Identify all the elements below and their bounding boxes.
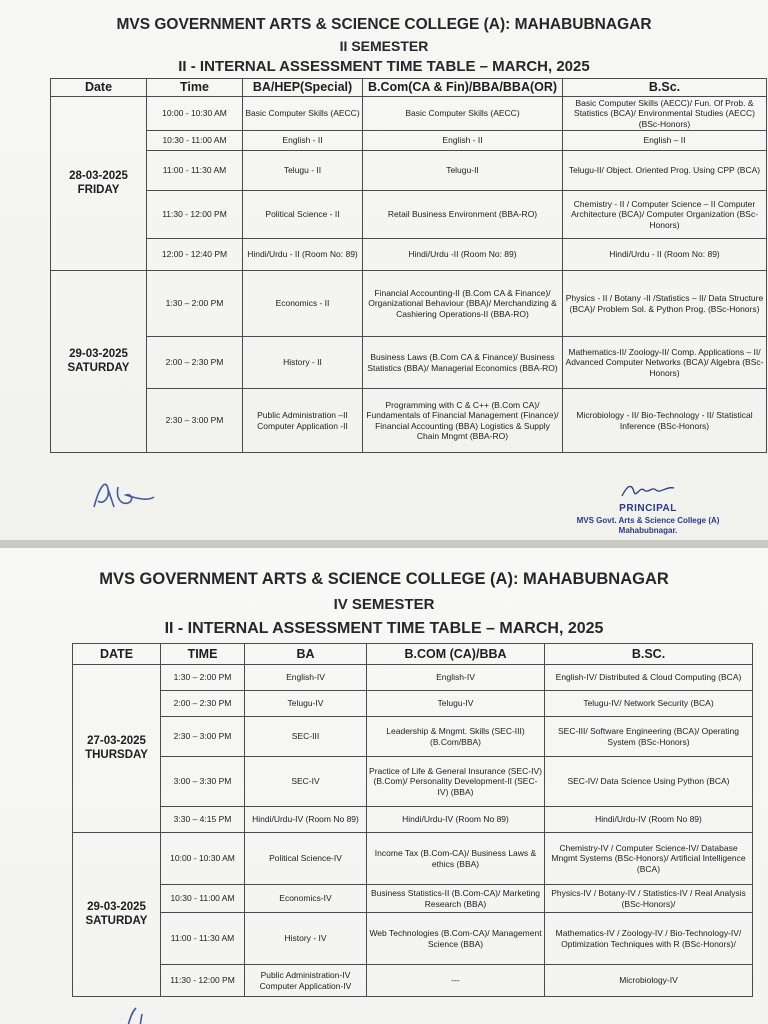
- ba-cell: English-IV: [245, 665, 367, 691]
- bcom-cell: Income Tax (B.Com-CA)/ Business Laws & ethics (BBA): [367, 833, 545, 885]
- ba-cell: Political Science - II: [243, 191, 363, 239]
- table-row: [51, 131, 767, 151]
- ba-cell: English - II: [243, 131, 363, 151]
- time-cell: 1:30 – 2:00 PM: [161, 665, 245, 691]
- table-row: [51, 239, 767, 271]
- bcom-cell: Basic Computer Skills (AECC): [363, 97, 563, 131]
- date-cell: [73, 833, 161, 997]
- bcom-cell: ---: [367, 965, 545, 997]
- ba-cell: Political Science-IV: [245, 833, 367, 885]
- table-row: [73, 885, 753, 913]
- header-time: TIME: [161, 644, 245, 665]
- ba-cell: History - II: [243, 337, 363, 389]
- timetable-semester-2: [50, 78, 767, 453]
- table-row: [73, 757, 753, 807]
- bsc-cell: Mathematics-II/ Zoology-II/ Comp. Applications – II/ Advanced Computer Networks (BCA)/ Algebra (BSc-Honors): [563, 337, 767, 389]
- ba-cell: SEC-IV: [245, 757, 367, 807]
- bsc-cell: Chemistry-IV / Computer Science-IV/ Database Mngmt Systems (BSc-Honors)/ Artificial Intelligence (BCA): [545, 833, 753, 885]
- ba-cell: Public Administration –II Computer Application -II: [243, 389, 363, 453]
- bcom-cell: Business Laws (B.Com CA & Finance)/ Business Statistics (BBA)/ Managerial Economics (BBA-RO): [363, 337, 563, 389]
- time-cell: 2:30 – 3:00 PM: [161, 717, 245, 757]
- bsc-cell: Telugu-IV/ Network Security (BCA): [545, 691, 753, 717]
- time-cell: 10:00 - 10:30 AM: [161, 833, 245, 885]
- timetable-title: II - INTERNAL ASSESSMENT TIME TABLE – MARCH, 2025: [164, 620, 604, 637]
- principal-stamp: [558, 482, 738, 536]
- college-name: MVS GOVERNMENT ARTS & SCIENCE COLLEGE (A): MAHABUBNAGAR: [116, 16, 652, 33]
- bsc-cell: Microbiology-IV: [545, 965, 753, 997]
- timetable-sheet-semester-4: [0, 548, 768, 1024]
- header-time: Time: [147, 79, 243, 97]
- bcom-cell: Telugu-IV: [367, 691, 545, 717]
- time-cell: 2:00 – 2:30 PM: [147, 337, 243, 389]
- day-value: SATURDAY: [85, 914, 148, 927]
- time-cell: 2:30 – 3:00 PM: [147, 389, 243, 453]
- bsc-cell: Telugu-II/ Object. Oriented Prog. Using CPP (BCA): [563, 151, 767, 191]
- ba-cell: Basic Computer Skills (AECC): [243, 97, 363, 131]
- day-value: SATURDAY: [67, 361, 130, 374]
- bcom-cell: Retail Business Environment (BBA-RO): [363, 191, 563, 239]
- bsc-cell: Hindi/Urdu - II (Room No: 89): [563, 239, 767, 271]
- day-value: FRIDAY: [77, 183, 120, 196]
- ba-cell: SEC-III: [245, 717, 367, 757]
- table-header-row: [73, 644, 753, 665]
- date-value: 28-03-2025: [69, 169, 128, 182]
- table-row: [51, 97, 767, 131]
- bcom-cell: Financial Accounting-II (B.Com CA & Finance)/ Organizational Behaviour (BBA)/ Merchandizing & Cashiering Operations-II (BBA-RO): [363, 271, 563, 337]
- date-cell: [51, 97, 147, 271]
- time-cell: 10:30 - 11:00 AM: [147, 131, 243, 151]
- bcom-cell: Practice of Life & General Insurance (SEC-IV) (B.Com)/ Personality Development-II (SEC-IV) (BBA): [367, 757, 545, 807]
- bcom-cell: Hindi/Urdu-IV (Room No 89): [367, 807, 545, 833]
- principal-signature: [618, 482, 678, 500]
- bsc-cell: Hindi/Urdu-IV (Room No 89): [545, 807, 753, 833]
- table-row: [73, 965, 753, 997]
- ba-cell: Economics - II: [243, 271, 363, 337]
- time-cell: 3:00 – 3:30 PM: [161, 757, 245, 807]
- stamp-title: PRINCIPAL: [619, 503, 677, 514]
- date-cell: [51, 271, 147, 453]
- table-row: [51, 271, 767, 337]
- time-cell: 1:30 – 2:00 PM: [147, 271, 243, 337]
- day-value: THURSDAY: [85, 748, 148, 761]
- time-cell: 11:30 - 12:00 PM: [147, 191, 243, 239]
- header-bsc: B.Sc.: [563, 79, 767, 97]
- bsc-cell: Chemistry - II / Computer Science – II Computer Architecture (BCA)/ Computer Organization (BSc-Honors): [563, 191, 767, 239]
- time-cell: 10:30 - 11:00 AM: [161, 885, 245, 913]
- header-ba: BA: [245, 644, 367, 665]
- header-date: Date: [51, 79, 147, 97]
- bcom-cell: Web Technologies (B.Com-CA)/ Management Science (BBA): [367, 913, 545, 965]
- table-header-row: [51, 79, 767, 97]
- time-cell: 12:00 - 12:40 PM: [147, 239, 243, 271]
- table-row: [73, 691, 753, 717]
- ba-cell: History - IV: [245, 913, 367, 965]
- table-row: [73, 717, 753, 757]
- header-date: DATE: [73, 644, 161, 665]
- header-ba: BA/HEP(Special): [243, 79, 363, 97]
- ba-cell: Hindi/Urdu - II (Room No: 89): [243, 239, 363, 271]
- header-bcom: B.Com(CA & Fin)/BBA/BBA(OR): [363, 79, 563, 97]
- time-cell: 11:30 - 12:00 PM: [161, 965, 245, 997]
- bcom-cell: English-IV: [367, 665, 545, 691]
- bsc-cell: English-IV/ Distributed & Cloud Computing (BCA): [545, 665, 753, 691]
- time-cell: 11:00 - 11:30 AM: [161, 913, 245, 965]
- table-row: [73, 807, 753, 833]
- bsc-cell: Basic Computer Skills (AECC)/ Fun. Of Prob. & Statistics (BCA)/ Environmental Studies (AECC) (BSc-Honors): [563, 97, 767, 131]
- ba-cell: Telugu-IV: [245, 691, 367, 717]
- stamp-line-2: Mahabubnagar.: [618, 525, 678, 535]
- header-bsc: B.SC.: [545, 644, 753, 665]
- ba-cell: Economics-IV: [245, 885, 367, 913]
- bsc-cell: Physics - II / Botany -II /Statistics – II/ Data Structure (BCA)/ Problem Sol. & Python Prog. (BSc-Honors): [563, 271, 767, 337]
- table-row: [51, 389, 767, 453]
- bcom-cell: Telugu-II: [363, 151, 563, 191]
- handwritten-signature-fragment: [118, 1004, 158, 1024]
- time-cell: 2:00 – 2:30 PM: [161, 691, 245, 717]
- bcom-cell: Business Statistics-II (B.Com-CA)/ Marketing Research (BBA): [367, 885, 545, 913]
- bsc-cell: Microbiology - II/ Bio-Technology - II/ Statistical Inference (BSc-Honors): [563, 389, 767, 453]
- page-divider: [0, 540, 768, 548]
- handwritten-signature-left: [88, 475, 158, 515]
- timetable-title: II - INTERNAL ASSESSMENT TIME TABLE – MARCH, 2025: [178, 58, 590, 75]
- timetable-semester-4: [72, 643, 753, 997]
- college-name: MVS GOVERNMENT ARTS & SCIENCE COLLEGE (A): MAHABUBNAGAR: [99, 570, 669, 588]
- bcom-cell: English - II: [363, 131, 563, 151]
- table-row: [73, 913, 753, 965]
- table-row: [51, 151, 767, 191]
- header-bcom: B.COM (CA)/BBA: [367, 644, 545, 665]
- table-row: [51, 191, 767, 239]
- time-cell: 11:00 - 11:30 AM: [147, 151, 243, 191]
- bsc-cell: SEC-III/ Software Engineering (BCA)/ Operating System (BSc-Honors): [545, 717, 753, 757]
- date-value: 27-03-2025: [87, 734, 146, 747]
- bsc-cell: English – II: [563, 131, 767, 151]
- bcom-cell: Leadership & Mngmt. Skills (SEC-III) (B.Com/BBA): [367, 717, 545, 757]
- ba-cell: Telugu - II: [243, 151, 363, 191]
- semester-label: II SEMESTER: [339, 38, 429, 54]
- time-cell: 3:30 – 4:15 PM: [161, 807, 245, 833]
- ba-cell: Public Administration-IV Computer Application-IV: [245, 965, 367, 997]
- bcom-cell: Hindi/Urdu -II (Room No: 89): [363, 239, 563, 271]
- date-value: 29-03-2025: [87, 900, 146, 913]
- table-row: [51, 337, 767, 389]
- ba-cell: Hindi/Urdu-IV (Room No 89): [245, 807, 367, 833]
- time-cell: 10:00 - 10:30 AM: [147, 97, 243, 131]
- date-cell: [73, 665, 161, 833]
- bsc-cell: SEC-IV/ Data Science Using Python (BCA): [545, 757, 753, 807]
- bsc-cell: Mathematics-IV / Zoology-IV / Bio-Technology-IV/ Optimization Techniques with R (BSc-Honors)/: [545, 913, 753, 965]
- stamp-line-1: MVS Govt. Arts & Science College (A): [576, 515, 720, 525]
- table-row: [73, 833, 753, 885]
- semester-label: IV SEMESTER: [333, 596, 435, 613]
- table-row: [73, 665, 753, 691]
- bsc-cell: Physics-IV / Botany-IV / Statistics-IV / Real Analysis (BSc-Honors)/: [545, 885, 753, 913]
- date-value: 29-03-2025: [69, 347, 128, 360]
- bcom-cell: Programming with C & C++ (B.Com CA)/ Fundamentals of Financial Management (Finance)/ Financial Accounting (BBA) Logistics & Supply Chain Mngmt (BBA-RO): [363, 389, 563, 453]
